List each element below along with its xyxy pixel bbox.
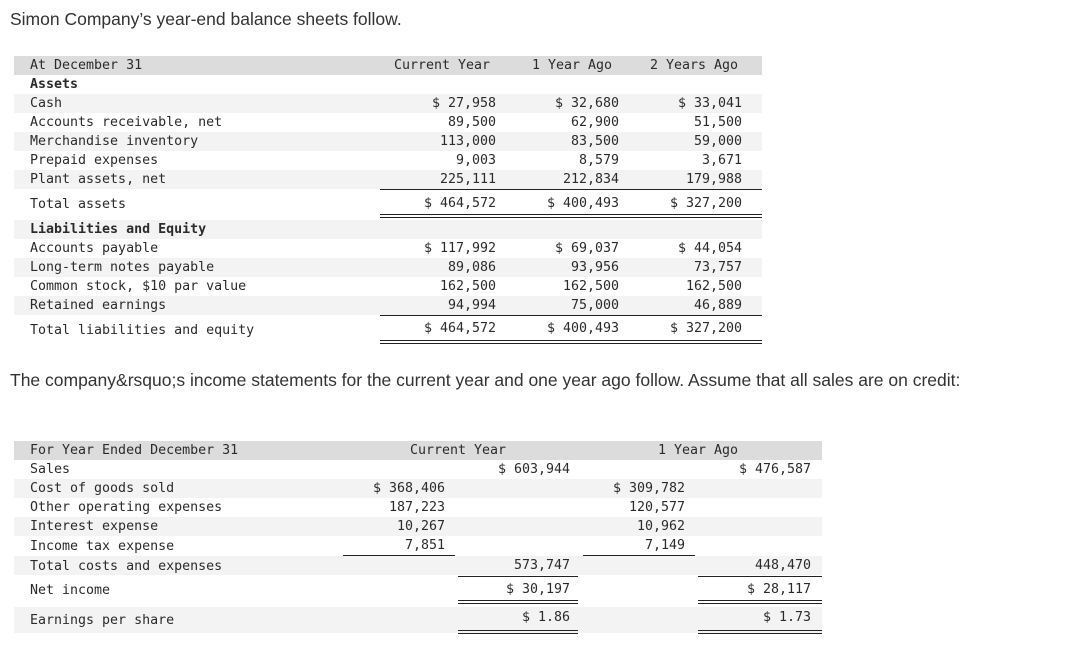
cell-1-year-ago: $ 69,037 (554, 241, 619, 256)
cell-1-year-ago: 7,149 (644, 538, 685, 553)
cell-1-year-ago: $ 32,680 (554, 96, 619, 111)
cell-current-year: $ 368,406 (372, 481, 445, 496)
cell-1-year-ago: $ 476,587 (738, 462, 811, 477)
cell-current-year: 573,747 (513, 558, 570, 573)
cell-2-years-ago: 73,757 (693, 260, 742, 275)
cell-2-years-ago: 3,671 (701, 153, 742, 168)
total-double-rule (380, 214, 762, 215)
row-label: Other operating expenses (30, 500, 223, 515)
subtotal-rule (583, 555, 695, 556)
cell-2-years-ago: $ 327,200 (669, 321, 742, 336)
cell-1-year-ago: $ 1.73 (762, 610, 811, 625)
row-label: Net income (30, 583, 111, 598)
total-double-rule (458, 633, 578, 634)
row-label: Earnings per share (30, 613, 175, 628)
cell-1-year-ago: 8,579 (578, 153, 619, 168)
row-label: Plant assets, net (30, 172, 167, 187)
cell-1-year-ago: 75,000 (570, 298, 619, 313)
cell-current-year: $ 117,992 (423, 241, 496, 256)
cell-current-year: 187,223 (388, 500, 445, 515)
total-double-rule (458, 630, 578, 631)
cell-current-year: $ 603,944 (497, 462, 570, 477)
intro-text: Simon Company’s year-end balance sheets follow. (10, 9, 402, 29)
row-label: Total liabilities and equity (30, 323, 255, 338)
total-double-rule (698, 630, 822, 631)
bs-col-1-year-ago: 1 Year Ago (532, 58, 613, 73)
row-label: Income tax expense (30, 539, 175, 554)
subtotal-rule (380, 189, 762, 190)
cell-2-years-ago: 51,500 (693, 115, 742, 130)
row-label: Prepaid expenses (30, 153, 159, 168)
total-double-rule (380, 343, 762, 344)
income-intro-text: The company&rsquo;s income statements for the current year and one year ago follow. Assume that all sales are on credit: (10, 370, 961, 390)
cell-2-years-ago: $ 44,054 (677, 241, 742, 256)
total-double-rule (458, 600, 578, 601)
bs-header-label: At December 31 (30, 58, 143, 73)
row-label: Common stock, $10 par value (30, 279, 247, 294)
cell-current-year: 94,994 (447, 298, 496, 313)
subtotal-rule (380, 315, 762, 316)
cell-1-year-ago: 10,962 (636, 519, 685, 534)
row-label: Total costs and expenses (30, 559, 223, 574)
is-col-current-year: Current Year (410, 443, 507, 458)
row-label: Merchandise inventory (30, 134, 199, 149)
is-col-1-year-ago: 1 Year Ago (658, 443, 739, 458)
cell-1-year-ago: 162,500 (562, 279, 619, 294)
cell-1-year-ago: 62,900 (570, 115, 619, 130)
assets-heading: Assets (30, 77, 79, 92)
cell-1-year-ago: $ 400,493 (546, 321, 619, 336)
cell-current-year: 7,851 (404, 538, 445, 553)
cell-current-year: 89,086 (447, 260, 496, 275)
total-double-rule (698, 633, 822, 634)
row-label: Long-term notes payable (30, 260, 215, 275)
cell-current-year: $ 1.86 (521, 610, 570, 625)
row-label: Cash (30, 96, 63, 111)
total-double-rule (380, 217, 762, 218)
subtotal-rule (698, 576, 822, 577)
cell-1-year-ago: 83,500 (570, 134, 619, 149)
cell-current-year: 162,500 (439, 279, 496, 294)
cell-1-year-ago: $ 309,782 (612, 481, 685, 496)
cell-2-years-ago: 162,500 (685, 279, 742, 294)
bs-col-current-year: Current Year (394, 58, 491, 73)
row-label: Accounts payable (30, 241, 159, 256)
total-double-rule (380, 340, 762, 341)
cell-current-year: $ 30,197 (505, 582, 570, 597)
cell-current-year: 225,111 (439, 172, 496, 187)
cell-1-year-ago: $ 28,117 (746, 582, 811, 597)
cell-current-year: 113,000 (439, 134, 496, 149)
cell-current-year: $ 464,572 (423, 321, 496, 336)
is-header-label: For Year Ended December 31 (30, 443, 239, 458)
row-label: Interest expense (30, 519, 159, 534)
cell-2-years-ago: $ 33,041 (677, 96, 742, 111)
cell-1-year-ago: 448,470 (754, 558, 811, 573)
total-double-rule (698, 600, 822, 601)
cell-1-year-ago: 212,834 (562, 172, 619, 187)
cell-2-years-ago: 179,988 (685, 172, 742, 187)
cell-current-year: 9,003 (455, 153, 496, 168)
cell-current-year: $ 464,572 (423, 196, 496, 211)
row-label: Retained earnings (30, 298, 167, 313)
cell-current-year: 10,267 (396, 519, 445, 534)
row-label: Sales (30, 462, 71, 477)
bs-col-2-years-ago: 2 Years Ago (650, 58, 739, 73)
cell-current-year: 89,500 (447, 115, 496, 130)
cell-current-year: $ 27,958 (431, 96, 496, 111)
subtotal-rule (343, 555, 455, 556)
row-label: Accounts receivable, net (30, 115, 223, 130)
cell-1-year-ago: 120,577 (628, 500, 685, 515)
cell-2-years-ago: 46,889 (693, 298, 742, 313)
row-label: Total assets (30, 197, 127, 212)
cell-1-year-ago: $ 400,493 (546, 196, 619, 211)
cell-2-years-ago: 59,000 (693, 134, 742, 149)
subtotal-rule (458, 576, 578, 577)
row-label: Cost of goods sold (30, 481, 175, 496)
total-double-rule (698, 603, 822, 604)
cell-2-years-ago: $ 327,200 (669, 196, 742, 211)
total-double-rule (458, 603, 578, 604)
liabilities-heading: Liabilities and Equity (30, 222, 207, 237)
cell-1-year-ago: 93,956 (570, 260, 619, 275)
